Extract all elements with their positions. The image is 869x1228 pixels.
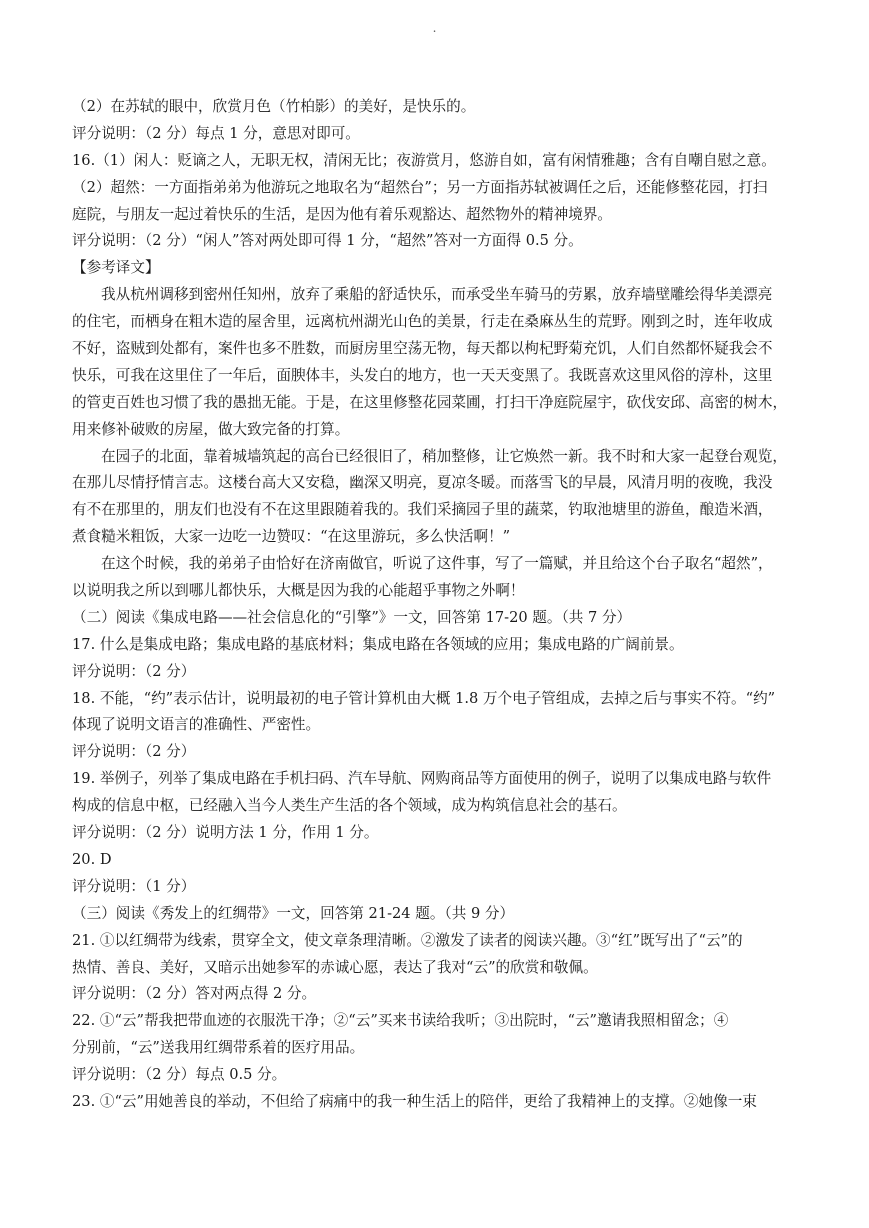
- translation-paragraph-line: 有不在那里的，朋友们也没有不在这里跟随着我的。我们采摘园子里的蔬菜，钓取池塘里的游鱼，酿造米酒，: [72, 501, 773, 519]
- answer-22-cont: 分别前，“云”送我用红绸带系着的医疗用品。: [72, 1039, 365, 1057]
- translation-paragraph-line: 在园子的北面，靠着城墙筑起的高台已经很旧了，稍加整修，让它焕然一新。我不时和大家一起登台观览，: [101, 447, 787, 465]
- answer-16-part2-cont: 庭院，与朋友一起过着快乐的生活，是因为他有着乐观豁达、超然物外的精神境界。: [72, 205, 612, 223]
- answer-15-part2: （2）在苏轼的眼中，欣赏月色（竹柏影）的美好，是快乐的。: [72, 98, 476, 115]
- answer-20: 20. D: [72, 850, 112, 868]
- answer-19: 19. 举例子，列举了集成电路在手机扫码、汽车导航、网购商品等方面使用的例子，说明了以集成电路与软件: [72, 770, 772, 788]
- translation-paragraph-line: 快乐，可我在这里住了一年后，面腴体丰，头发白的地方，也一天天变黑了。我既喜欢这里风俗的淳朴，这里: [72, 366, 773, 384]
- translation-heading: 【参考译文】: [72, 259, 160, 277]
- answer-18: 18. 不能，“约”表示估计，说明最初的电子管计算机由大概 1.8 万个电子管组成，去掉之后与事实不符。“约”: [72, 689, 776, 707]
- answer-22: 22. ①“云”帮我把带血迹的衣服洗干净；②“云”买来书读给我听；③出院时，“云”邀请我照相留念；④: [72, 1012, 729, 1030]
- translation-paragraph-line: 用来修补破败的房屋，做大致完备的打算。: [72, 420, 350, 438]
- scoring-note: 评分说明：（2 分）每点 1 分，意思对即可。: [72, 124, 360, 142]
- translation-paragraph-line: 我从杭州调移到密州任知州，放弃了乘船的舒适快乐，而承受坐车骑马的劳累，放弃墙壁雕绘得华美漂亮: [101, 286, 773, 304]
- translation-paragraph-line: 不好，盗贼到处都有，案件也多不胜数，而厨房里空荡无物，每天都以枸杞野菊充饥，人们自然都怀疑我会不: [72, 340, 773, 358]
- scoring-note: 评分说明：（1 分）: [72, 877, 196, 895]
- answer-document: [72, 94, 802, 1116]
- scoring-note: 评分说明：（2 分）答对两点得 2 分。: [72, 985, 317, 1003]
- answer-18-cont: 体现了说明文语言的准确性、严密性。: [72, 716, 321, 734]
- translation-paragraph-line: 在这个时候，我的弟弟子由恰好在济南做官，听说了这件事，写了一篇赋，并且给这个台子取名“超然”，: [101, 555, 773, 573]
- header-mark: .: [432, 21, 437, 35]
- scoring-note: 评分说明：（2 分）“闲人”答对两处即可得 1 分，“超然”答对一方面得 0.5 分。: [72, 232, 583, 250]
- section-3-heading: （三）阅读《秀发上的红绸带》一文，回答第 21-24 题。（共 9 分）: [72, 904, 515, 922]
- answer-17: 17. 什么是集成电路；集成电路的基底材料；集成电路在各领域的应用；集成电路的广阔前景。: [72, 635, 684, 653]
- section-2-heading: （二）阅读《集成电路——社会信息化的“引擎”》一文，回答第 17-20 题。（共 7 分）: [72, 608, 632, 626]
- translation-paragraph-line: 的管吏百姓也习惯了我的愚拙无能。于是，在这里修整花园菜圃，打扫干净庭院屋宇，砍伐安邱、高密的树木，: [72, 393, 788, 411]
- translation-paragraph-line: 煮食糙米粗饭，大家一边吃一边赞叹：“在这里游玩，多么快活啊！”: [72, 528, 511, 546]
- translation-paragraph-line: 在那儿尽情抒情言志。这楼台高大又安稳，幽深又明亮，夏凉冬暖。而落雪飞的早晨，风清月明的夜晚，我没: [72, 474, 773, 492]
- scoring-note: 评分说明：（2 分）: [72, 662, 196, 680]
- answer-16-part2: （2）超然：一方面指弟弟为他游玩之地取名为“超然台”；另一方面指苏轼被调任之后，还能修整花园，打扫: [72, 178, 768, 196]
- answer-21: 21. ①以红绸带为线索，贯穿全文，使文章条理清晰。②激发了读者的阅读兴趣。③“红”既写出了“云”的: [72, 931, 743, 949]
- scoring-note: 评分说明：（2 分）说明方法 1 分，作用 1 分。: [72, 824, 379, 842]
- scoring-note: 评分说明：（2 分）: [72, 743, 196, 761]
- answer-16-part1: 16.（1）闲人：贬谪之人，无职无权，清闲无比；夜游赏月，悠游自如，富有闲情雅趣；含有自嘲自慰之意。: [72, 151, 776, 169]
- translation-paragraph-line: 以说明我之所以到哪儿都快乐，大概是因为我的心能超乎事物之外啊！: [72, 582, 525, 600]
- scoring-note: 评分说明：（2 分）每点 0.5 分。: [72, 1066, 287, 1084]
- answer-19-cont: 构成的信息中枢，已经融入当今人类生产生活的各个领域，成为构筑信息社会的基石。: [72, 797, 627, 815]
- answer-21-cont: 热情、善良、美好，又暗示出她参军的赤诚心愿，表达了我对“云”的欣赏和敬佩。: [72, 958, 598, 976]
- translation-paragraph-line: 的住宅，而栖身在粗木造的屋舍里，远离杭州湖光山色的美景，行走在桑麻丛生的荒野。刚到之时，连年收成: [72, 313, 773, 331]
- answer-23: 23. ①“云”用她善良的举动，不但给了病痛中的我一种生活上的陪伴，更给了我精神上的支撑。②她像一束: [72, 1092, 757, 1110]
